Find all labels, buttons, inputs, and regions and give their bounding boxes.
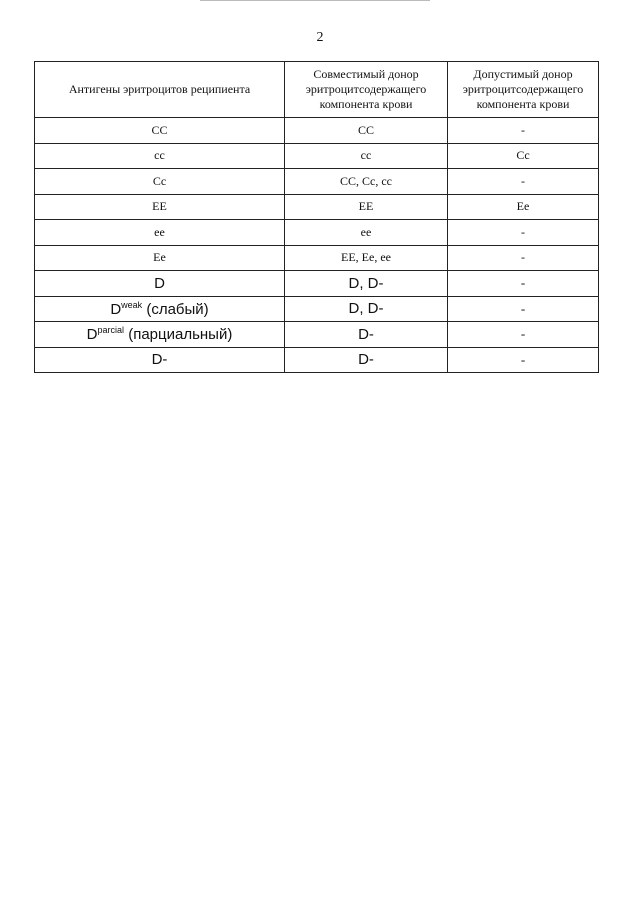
cell-compatible: EE	[285, 194, 448, 220]
cell-compatible: CC	[285, 118, 448, 144]
cell-antigen: cc	[35, 143, 285, 169]
table-row	[35, 296, 599, 322]
antigen-base: D	[86, 326, 98, 344]
cell-compatible: EE, Ee, ee	[285, 245, 448, 271]
cell-acceptable: -	[448, 271, 599, 297]
table-row	[35, 245, 599, 271]
cell-antigen: EE	[35, 194, 285, 220]
cell-antigen: Ee	[35, 245, 285, 271]
table-row	[35, 220, 599, 246]
table-row	[35, 169, 599, 195]
table-row	[35, 271, 599, 297]
header-acceptable-donor: Допустимый донор эритроцитсодержащего компонента крови	[448, 62, 599, 118]
cell-antigen: CC	[35, 118, 285, 144]
table-row	[35, 143, 599, 169]
antigen-superscript: weak	[121, 299, 143, 310]
cell-compatible: cc	[285, 143, 448, 169]
cell-acceptable: -	[448, 169, 599, 195]
cell-compatible: D, D-	[285, 296, 448, 322]
cell-acceptable: -	[448, 220, 599, 246]
cell-compatible: ee	[285, 220, 448, 246]
cell-acceptable: Cc	[448, 143, 599, 169]
cell-antigen: ee	[35, 220, 285, 246]
scan-edge-line	[200, 0, 430, 1]
header-compatible-donor: Совместимый донор эритроцитсодержащего компонента крови	[285, 62, 448, 118]
cell-compatible: D, D-	[285, 271, 448, 297]
table-header-row	[35, 62, 599, 118]
cell-compatible: D-	[285, 347, 448, 373]
header-recipient-antigens: Антигены эритроцитов реципиента	[35, 62, 285, 118]
cell-compatible: CC, Cc, cc	[285, 169, 448, 195]
cell-acceptable: -	[448, 296, 599, 322]
cell-antigen: D	[35, 271, 285, 297]
cell-antigen	[35, 322, 285, 348]
page-number: 2	[316, 30, 324, 45]
cell-antigen: D-	[35, 347, 285, 373]
antigen-base: D	[110, 300, 122, 318]
cell-acceptable: -	[448, 322, 599, 348]
antigen-suffix: (слабый)	[142, 300, 209, 318]
antigen-suffix: (парциальный)	[124, 326, 233, 344]
cell-acceptable: -	[448, 245, 599, 271]
cell-compatible: D-	[285, 322, 448, 348]
cell-acceptable: -	[448, 347, 599, 373]
table-row	[35, 118, 599, 144]
cell-antigen	[35, 296, 285, 322]
cell-antigen: Cc	[35, 169, 285, 195]
table-row	[35, 194, 599, 220]
cell-acceptable: Ee	[448, 194, 599, 220]
antigen-superscript: parcial	[97, 325, 125, 336]
table-row	[35, 322, 599, 348]
table-row	[35, 347, 599, 373]
blood-compatibility-table	[34, 61, 599, 373]
cell-acceptable: -	[448, 118, 599, 144]
